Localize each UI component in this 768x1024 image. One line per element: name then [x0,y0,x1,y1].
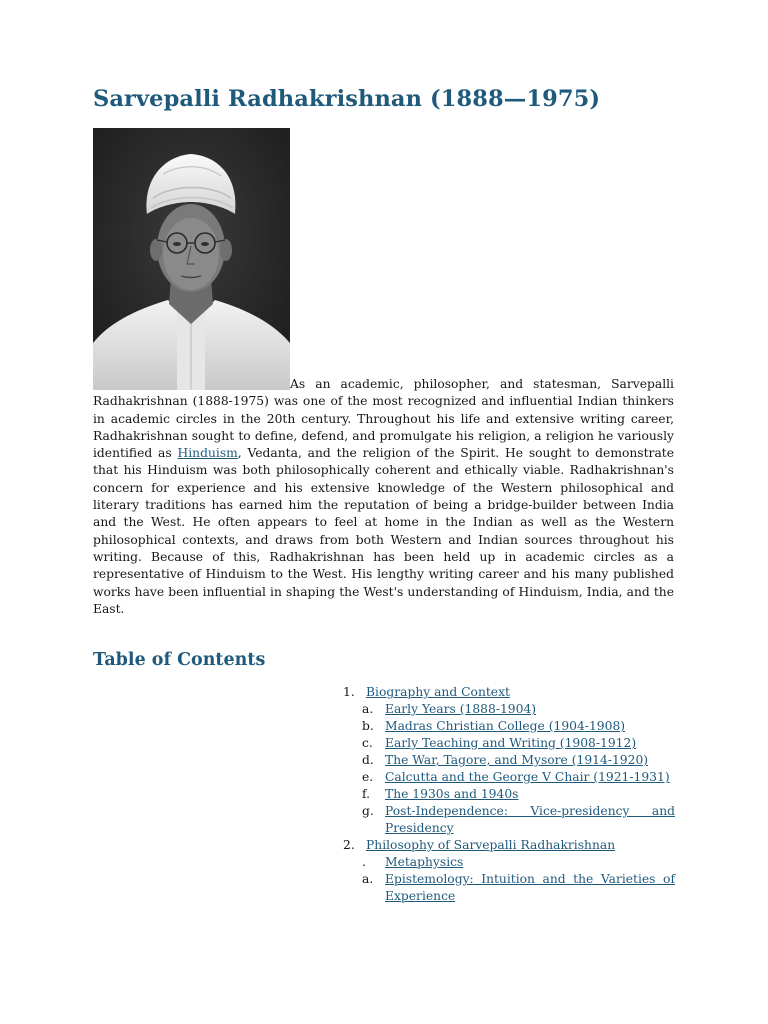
hinduism-link[interactable]: Hinduism [177,446,238,461]
toc-marker: c. [362,736,373,750]
toc-item-madras [340,718,675,735]
toc-marker: a. [362,702,374,716]
toc-link-early-years[interactable]: Early Years (1888-1904) [385,702,537,716]
toc-marker: a. [362,872,374,886]
toc-item-post-independence [340,803,675,837]
toc-item-war-tagore [340,752,675,769]
toc-marker: e. [362,770,374,784]
toc-link-epistemology[interactable]: Epistemology: Intuition and the Varieties of Experience [385,872,675,903]
toc-marker: . [362,855,366,869]
toc-heading: Table of Contents [93,650,266,670]
toc-link-early-teaching[interactable]: Early Teaching and Writing (1908-1912) [385,736,637,750]
toc-item-biography [340,684,675,701]
portrait-photo [93,128,290,390]
toc-item-metaphysics [340,854,675,871]
intro-paragraph [93,376,674,618]
table-of-contents [340,684,675,905]
toc-marker: b. [362,719,374,733]
toc-marker: 1. [343,685,355,699]
toc-marker: d. [362,753,374,767]
toc-link-1930s[interactable]: The 1930s and 1940s [385,787,519,801]
intro-text-before: As an academic, philosopher, and statesman, Sarvepalli Radhakrishnan (1888-1975) was one of the most recognized and influential Indian thinkers in academic circles in the 20th century. Throughout his life and extensive writing career, Radhakrishnan sought to define, defend, and promulgate his religion, a religion he variously identified as [93,377,674,461]
toc-item-calcutta [340,769,675,786]
intro-text-after: , Vedanta, and the religion of the Spirit. He sought to demonstrate that his Hinduism was both philosophically coherent and ethically viable. Radhakrishnan's concern for experience and his extensive knowledge of the Western philosophical and literary traditions has earned him the reputation of being a bridge-builder between India and the West. He often appears to feel at home in the Indian as well as the Western philosophical contexts, and draws from both Western and Indian sources throughout his writing. Because of this, Radhakrishnan has been held up in academic circles as a representative of Hinduism to the West. His lengthy writing career and his many published works have been influential in shaping the West's understanding of Hinduism, India, and the East. [93,446,674,616]
toc-link-war-tagore[interactable]: The War, Tagore, and Mysore (1914-1920) [385,753,649,767]
toc-link-madras[interactable]: Madras Christian College (1904-1908) [385,719,626,733]
toc-link-calcutta[interactable]: Calcutta and the George V Chair (1921-1931) [385,770,670,784]
toc-link-biography[interactable]: Biography and Context [366,685,510,699]
page-title: Sarvepalli Radhakrishnan (1888—1975) [93,86,601,112]
toc-link-metaphysics[interactable]: Metaphysics [385,855,464,869]
toc-item-philosophy [340,837,675,854]
toc-item-early-teaching [340,735,675,752]
toc-item-early-years [340,701,675,718]
toc-item-epistemology [340,871,675,905]
toc-link-post-independence[interactable]: Post-Independence: Vice-presidency and Presidency [385,804,675,835]
toc-marker: f. [362,787,371,801]
toc-marker: g. [362,804,374,818]
toc-link-philosophy[interactable]: Philosophy of Sarvepalli Radhakrishnan [366,838,616,852]
toc-item-1930s [340,786,675,803]
toc-marker: 2. [343,838,355,852]
